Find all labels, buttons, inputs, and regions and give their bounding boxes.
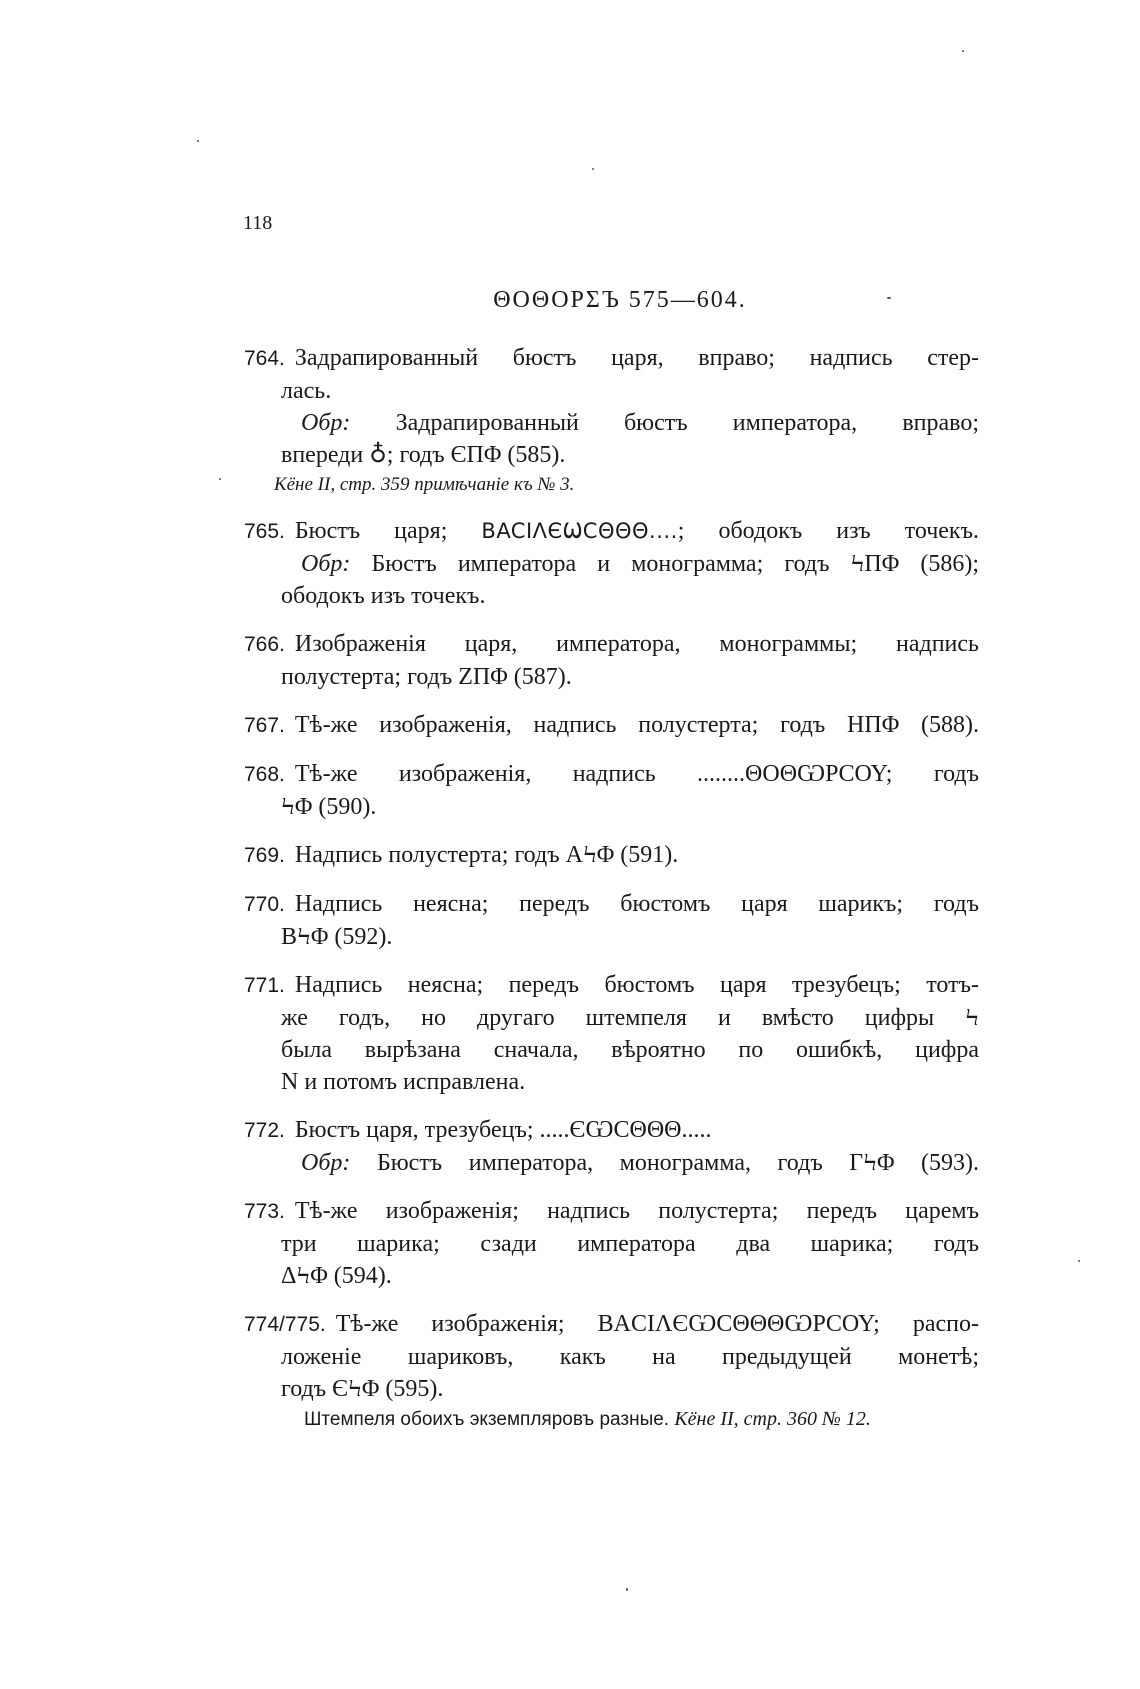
entry-771 (244, 969, 979, 1098)
entry-number: 764. (244, 347, 285, 370)
entry-text: Задрапированный бюстъ императора, вправо; (395, 410, 979, 436)
entry-text: же годъ, но другаго штемпеля и вмѣсто цифры Ϟ (281, 1005, 979, 1031)
obverse-label: Обр: (301, 1150, 351, 1176)
reference: Кёне II, стр. 359 примѣчаніе къ № 3. (274, 474, 575, 495)
scan-speck (219, 478, 221, 480)
entry-number: 768. (244, 763, 285, 786)
scan-speck (887, 297, 891, 299)
entry-772 (244, 1114, 979, 1179)
entry-number: 774/775. (244, 1313, 326, 1336)
entry-text: Надпись неясна; передъ бюстомъ царя трезубецъ; тотъ- (294, 972, 979, 998)
page-title: ΘΟΘΟΡΣЪ 575—604. (493, 287, 747, 313)
entry-text: BϞΦ (592). (281, 924, 393, 950)
scan-speck (197, 140, 199, 142)
entry-text: Тѣ-же изображенія; надпись полустерта; передъ царемъ (294, 1198, 979, 1224)
entry-text: была вырѣзана сначала, вѣроятно по ошибкѣ, цифра (281, 1037, 979, 1063)
entry-text: ложеніе шариковъ, какъ на предыдущей монетѣ; (281, 1344, 979, 1370)
entry-text: годъ ЄϞΦ (595). (281, 1376, 444, 1402)
entry-774-775 (244, 1308, 979, 1434)
greek-inscription: BACIΛЄѠCΘΘΘ.... (481, 519, 678, 543)
entry-text: ϞΦ (590). (281, 794, 377, 820)
entry-text: Бюстъ императора и монограмма; годъ ϞΠΦ (586); (371, 551, 979, 577)
entry-764 (244, 342, 979, 499)
entry-770 (244, 888, 979, 953)
entry-number: 772. (244, 1119, 285, 1142)
scan-speck (626, 1588, 628, 1591)
entry-text: Задрапированный бюстъ царя, вправо; надпись стер- (294, 345, 979, 371)
entry-text: впереди ♁; годъ ЄΠΦ (585). (281, 442, 566, 468)
reference: Кёне II, стр. 360 № 12. (674, 1408, 871, 1430)
entry-text: Надпись полустерта; годъ AϞΦ (591). (294, 842, 679, 868)
entry-text: N и потомъ исправлена. (281, 1069, 526, 1095)
entry-768 (244, 758, 979, 823)
entry-765 (244, 515, 979, 612)
entry-text: Тѣ-же изображенія; BACIΛЄѠCΘΘΘѠΡϹΟΥ; распо- (335, 1311, 979, 1337)
entry-text: ΔϞΦ (594). (281, 1263, 392, 1289)
entry-text: ; ободокъ изъ точекъ. (677, 518, 979, 544)
entry-text: Надпись неясна; передъ бюстомъ царя шарикъ; годъ (294, 891, 979, 917)
page-number: 118 (243, 212, 273, 234)
entry-number: 771. (244, 974, 285, 997)
entry-text: полустерта; годъ ZΠΦ (587). (281, 664, 572, 690)
entry-text: Тѣ-же изображенія, надпись ........ΘΟΘѠΡϹΟΥ; годъ (294, 761, 979, 787)
entry-text: Изображенія царя, императора, монограммы; надпись (294, 631, 979, 657)
entry-number: 765. (244, 520, 285, 543)
entry-text: Бюстъ императора, монограмма, годъ ΓϞΦ (593). (376, 1150, 979, 1176)
entry-number: 767. (244, 714, 285, 737)
entry-text: Бюстъ царя; (294, 518, 448, 544)
entry-number: 773. (244, 1200, 285, 1223)
scan-speck (962, 50, 964, 52)
entry-number: 769. (244, 844, 285, 867)
entry-text: ободокъ изъ точекъ. (281, 583, 486, 609)
entry-773 (244, 1195, 979, 1292)
entry-767 (244, 709, 979, 742)
scan-speck (1078, 1260, 1080, 1262)
obverse-label: Обр: (301, 410, 351, 436)
entry-766 (244, 628, 979, 693)
entry-769 (244, 839, 979, 872)
catalog-entries (244, 342, 979, 1450)
obverse-label: Обр: (301, 551, 351, 577)
scan-speck (592, 168, 594, 170)
entry-number: 766. (244, 633, 285, 656)
entry-text: Бюстъ царя, трезубецъ; .....ЄѠCΘΘΘ..... (294, 1117, 712, 1143)
entry-number: 770. (244, 893, 285, 916)
entry-text: Тѣ-же изображенія, надпись полустерта; годъ HΠΦ (588). (294, 712, 979, 738)
entry-text: лась. (281, 378, 332, 404)
footnote-text: Штемпеля обоихъ экземпляровъ разные. (304, 1409, 670, 1430)
entry-text: три шарика; сзади императора два шарика; годъ (281, 1231, 979, 1257)
